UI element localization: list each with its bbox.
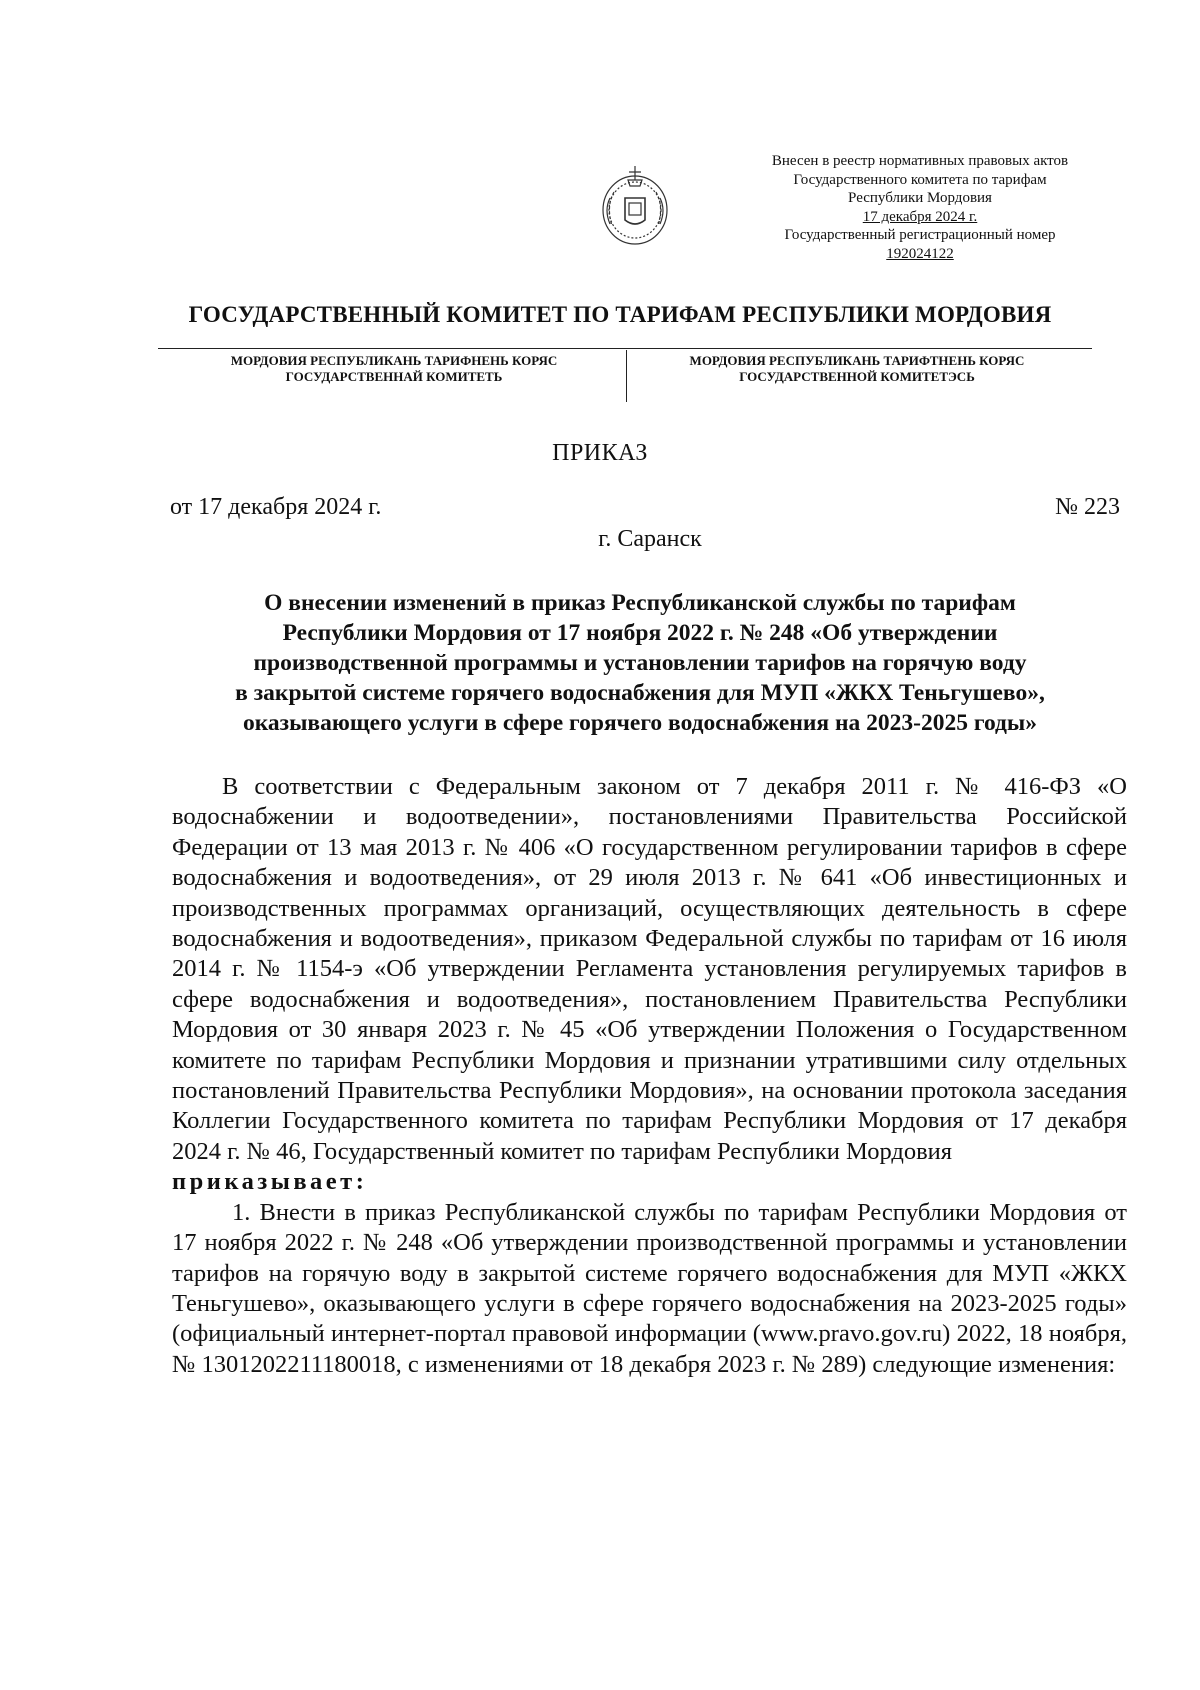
moksha-line: МОРДОВИЯ РЕСПУБЛИКАНЬ ТАРИФНЕНЬ КОРЯС bbox=[230, 353, 558, 368]
decree-word: приказывает: bbox=[172, 1168, 368, 1196]
registry-line: Республики Мордовия bbox=[848, 190, 992, 206]
order-number: № 223 bbox=[1055, 494, 1120, 520]
heading-line: О внесении изменений в приказ Республиканской службы по тарифам bbox=[264, 590, 1016, 616]
order-heading bbox=[150, 588, 1130, 738]
heading-line: производственной программы и установлении тарифов на горячую воду bbox=[253, 650, 1027, 676]
committee-name-moksha bbox=[170, 353, 618, 385]
registry-stamp bbox=[710, 152, 1130, 263]
registry-number: 192024122 bbox=[886, 245, 954, 262]
committee-name-erzya bbox=[634, 353, 1080, 385]
preamble-paragraph: В соответствии с Федеральным законом от 7 декабря 2011 г. № 416-ФЗ «О водоснабжении и водоотведении», постановлениями Правительства Российской Федерации от 13 мая 2013 г. № 406 «О государственном регулировании тарифов в сфере водоснабжения и водоотведения», от 29 июля 2013 г. № 641 «Об инвестиционных и производственных программах организаций, осуществляющих деятельность в сфере водоснабжения и водоотведения», приказом Федеральной службы по тарифам от 16 июля 2014 г. № 1154-э «Об утверждении Регламента установления регулируемых тарифов в сфере водоснабжения и водоотведения», постановлением Правительства Республики Мордовия от 30 января 2023 г. № 45 «Об утверждении Положения о Государственном комитете по тарифам Республики Мордовия и признании утратившими силу отдельных постановлений Правительства Республики Мордовия», на основании протокола заседания Коллегии Государственного комитета по тарифам Республики Мордовия от 17 декабря 2024 г. № 46, Государственный комитет по тарифам Республики Мордовия bbox=[172, 773, 1127, 1165]
item-1-paragraph: 1. Внести в приказ Республиканской службы по тарифам Республики Мордовия от 17 ноября 2022 г. № 248 «Об утверждении производственной программы и установлении тарифов на горячую воду в закрытой системе горячего водоснабжения для МУП «ЖКХ Теньгушево», оказывающего услуги в сфере горячего водоснабжения на 2023-2025 годы» (официальный интернет-портал правовой информации (www.pravo.gov.ru) 2022, 18 ноября, № 1301202211180018, с изменениями от 18 декабря 2023 г. № 289) следующие изменения: bbox=[172, 1198, 1127, 1378]
heading-line: в закрытой системе горячего водоснабжения для МУП «ЖКХ Теньгушево», bbox=[235, 680, 1045, 706]
order-city: г. Саранск bbox=[598, 526, 702, 552]
registry-date: 17 декабря 2024 г. bbox=[862, 208, 978, 225]
moksha-line: ГОСУДАРСТВЕННАЙ КОМИТЕТЬ bbox=[285, 369, 503, 384]
erzya-line: ГОСУДАРСТВЕННОЙ КОМИТЕТЭСЬ bbox=[739, 369, 975, 384]
order-date: от 17 декабря 2024 г. bbox=[170, 494, 382, 520]
registry-line: Государственного комитета по тарифам bbox=[793, 171, 1047, 188]
order-title: ПРИКАЗ bbox=[552, 440, 648, 466]
erzya-line: МОРДОВИЯ РЕСПУБЛИКАНЬ ТАРИФТНЕНЬ КОРЯС bbox=[689, 353, 1025, 368]
heading-line: оказывающего услуги в сфере горячего водоснабжения на 2023-2025 годы» bbox=[242, 710, 1038, 736]
registry-line: Внесен в реестр нормативных правовых актов bbox=[771, 153, 1069, 169]
committee-name: ГОСУДАРСТВЕННЫЙ КОМИТЕТ ПО ТАРИФАМ РЕСПУБЛИКИ МОРДОВИЯ bbox=[188, 302, 1052, 327]
order-body bbox=[172, 772, 1127, 1380]
coat-of-arms-icon bbox=[598, 158, 672, 248]
header-divider bbox=[158, 348, 1092, 349]
header-vertical-divider bbox=[626, 350, 627, 402]
heading-line: Республики Мордовия от 17 ноября 2022 г. № 248 «Об утверждении bbox=[282, 620, 998, 646]
registry-line: Государственный регистрационный номер bbox=[784, 227, 1056, 243]
